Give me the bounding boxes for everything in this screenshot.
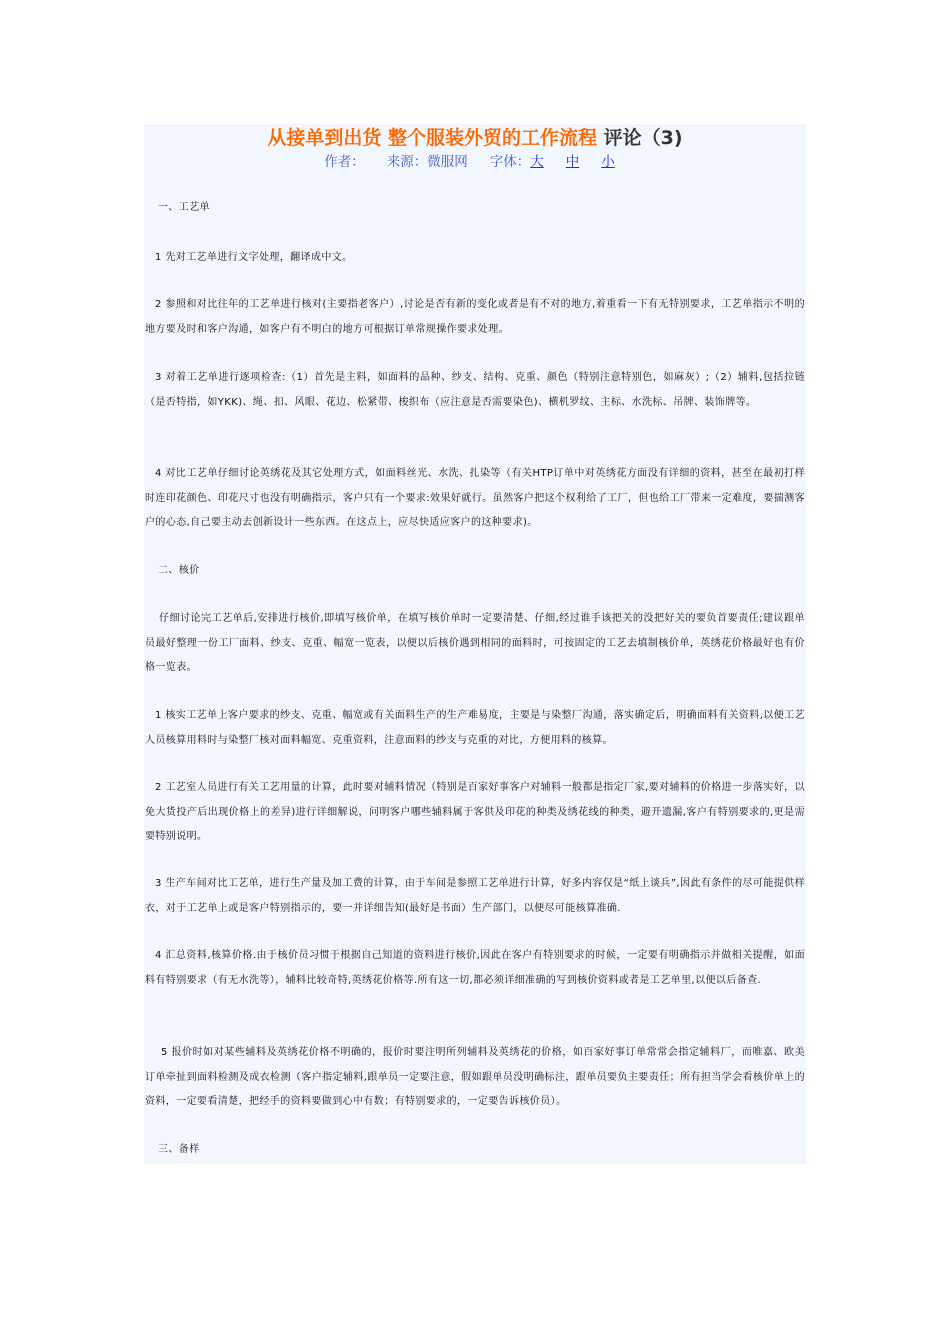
font-size-medium-link[interactable]: 中 (565, 154, 580, 170)
paragraph: 2 参照和对比往年的工艺单进行核对(主要指老客户）,讨论是否有新的变化或者是有不对的地方,着重看一下有无特别要求，工艺单指示不明的地方要及时和客户沟通，如客户有不明白的地方可根据订单常规操作要求处理。 (145, 299, 805, 335)
paragraph: 4 对比工艺单仔细讨论英绣花及其它处理方式，如面料丝光、水洗、扎染等（有关HTP订单中对英绣花方面没有详细的资料，甚至在最初打样时连印花颜色、印花尺寸也没有明确指示，客户只有一个要求:效果好就行。虽然客户把这个权利给了工厂，但也给工厂带来一定难度，要揣测客户的心态,自己要主动去创新设计一些东西。在这点上，应尽快适应客户的这种要求)。 (145, 468, 805, 528)
author-label: 作者： (324, 154, 365, 170)
paragraph: 仔细讨论完工艺单后,安排进行核价,即填写核价单，在填写核价单时一定要清楚、仔细,经过谁手该把关的没把好关的要负首要责任;建议跟单员最好整理一份工厂面料、纱支、克重、幅宽一览表，以便以后核价遇到相同的面料时，可按固定的工艺去填制核价单，英绣花价格最好也有价格一览表。 (145, 613, 805, 673)
comment-count[interactable]: 评论（3) (603, 127, 683, 149)
paragraph: 4 汇总资料,核算价格.由于核价员习惯于根据自己知道的资料进行核价,因此在客户有特别要求的时候，一定要有明确指示并做相关提醒，如面料有特别要求（有无水洗等），辅料比较奇特,英绣花价格等.所有这一切,都必须详细准确的写到核价资料或者是工艺单里,以便以后备查. (145, 950, 805, 986)
font-size-label: 字体： (489, 154, 531, 170)
section-heading-samples: 三、备样 (158, 1144, 200, 1155)
section-heading-pricing: 二、核价 (158, 565, 200, 576)
article-panel (144, 124, 806, 1164)
article-title: 从接单到出货 整个服装外贸的工作流程 (267, 127, 598, 149)
font-size-large-link[interactable]: 大 (530, 154, 544, 170)
byline (144, 152, 806, 172)
paragraph: 1 核实工艺单上客户要求的纱支、克重、幅宽或有关面料生产的生产难易度，主要是与染整厂沟通，落实确定后，明确面料有关资料,以便工艺人员核算用料时与染整厂核对面料幅宽、克重资料，注意面料的纱支与克重的对比，方便用料的核算。 (145, 710, 805, 746)
paragraph: 5 报价时如对某些辅料及英绣花价格不明确的，报价时要注明所列辅料及英绣花的价格，如百家好事订单常常会指定辅料厂，而唯嘉、欧美订单牵扯到面料检测及成衣检测（客户指定辅料,跟单员一定要注意，假如跟单员没明确标注，跟单员要负主要责任；所有担当学会看核价单上的资料，一定要看清楚，把经手的资料要做到心中有数；有特别要求的，一定要告诉核价员）。 (145, 1047, 805, 1107)
section-heading-process-sheet: 一、工艺单 (158, 202, 210, 213)
paragraph: 3 生产车间对比工艺单，进行生产量及加工费的计算，由于车间是参照工艺单进行计算，好多内容仅是“纸上谈兵”,因此有条件的尽可能提供样衣，对于工艺单上或是客户特别指示的，要一并详细告知(最好是书面）生产部门，以便尽可能核算准确. (145, 878, 805, 914)
article-title-line (144, 126, 806, 150)
font-size-small-link[interactable]: 小 (601, 154, 615, 170)
paragraph: 1 先对工艺单进行文字处理，翻译成中文。 (155, 252, 353, 263)
paragraph: 2 工艺室人员进行有关工艺用量的计算，此时要对辅料情况（特别是百家好事客户对辅料一般都是指定厂家,要对辅料的价格进一步落实好，以免大货投产后出现价格上的差异)进行详细解说，问明客户哪些辅料属于客供及印花的种类及绣花线的种类，避开遗漏,客户有特别要求的,更是需要特别说明。 (145, 782, 805, 842)
paragraph: 3 对着工艺单进行逐项检查:（1）首先是主料，如面料的品种、纱支、结构、克重、颜色（特别注意特别色，如麻灰）;（2）辅料,包括拉链（是否特指，如YKK)、绳、扣、风眼、花边、松紧带、梭织布（应注意是否需要染色)、横机罗纹、主标、水洗标、吊牌、装饰牌等。 (145, 372, 805, 408)
source-label: 来源：微服网 (386, 154, 468, 170)
